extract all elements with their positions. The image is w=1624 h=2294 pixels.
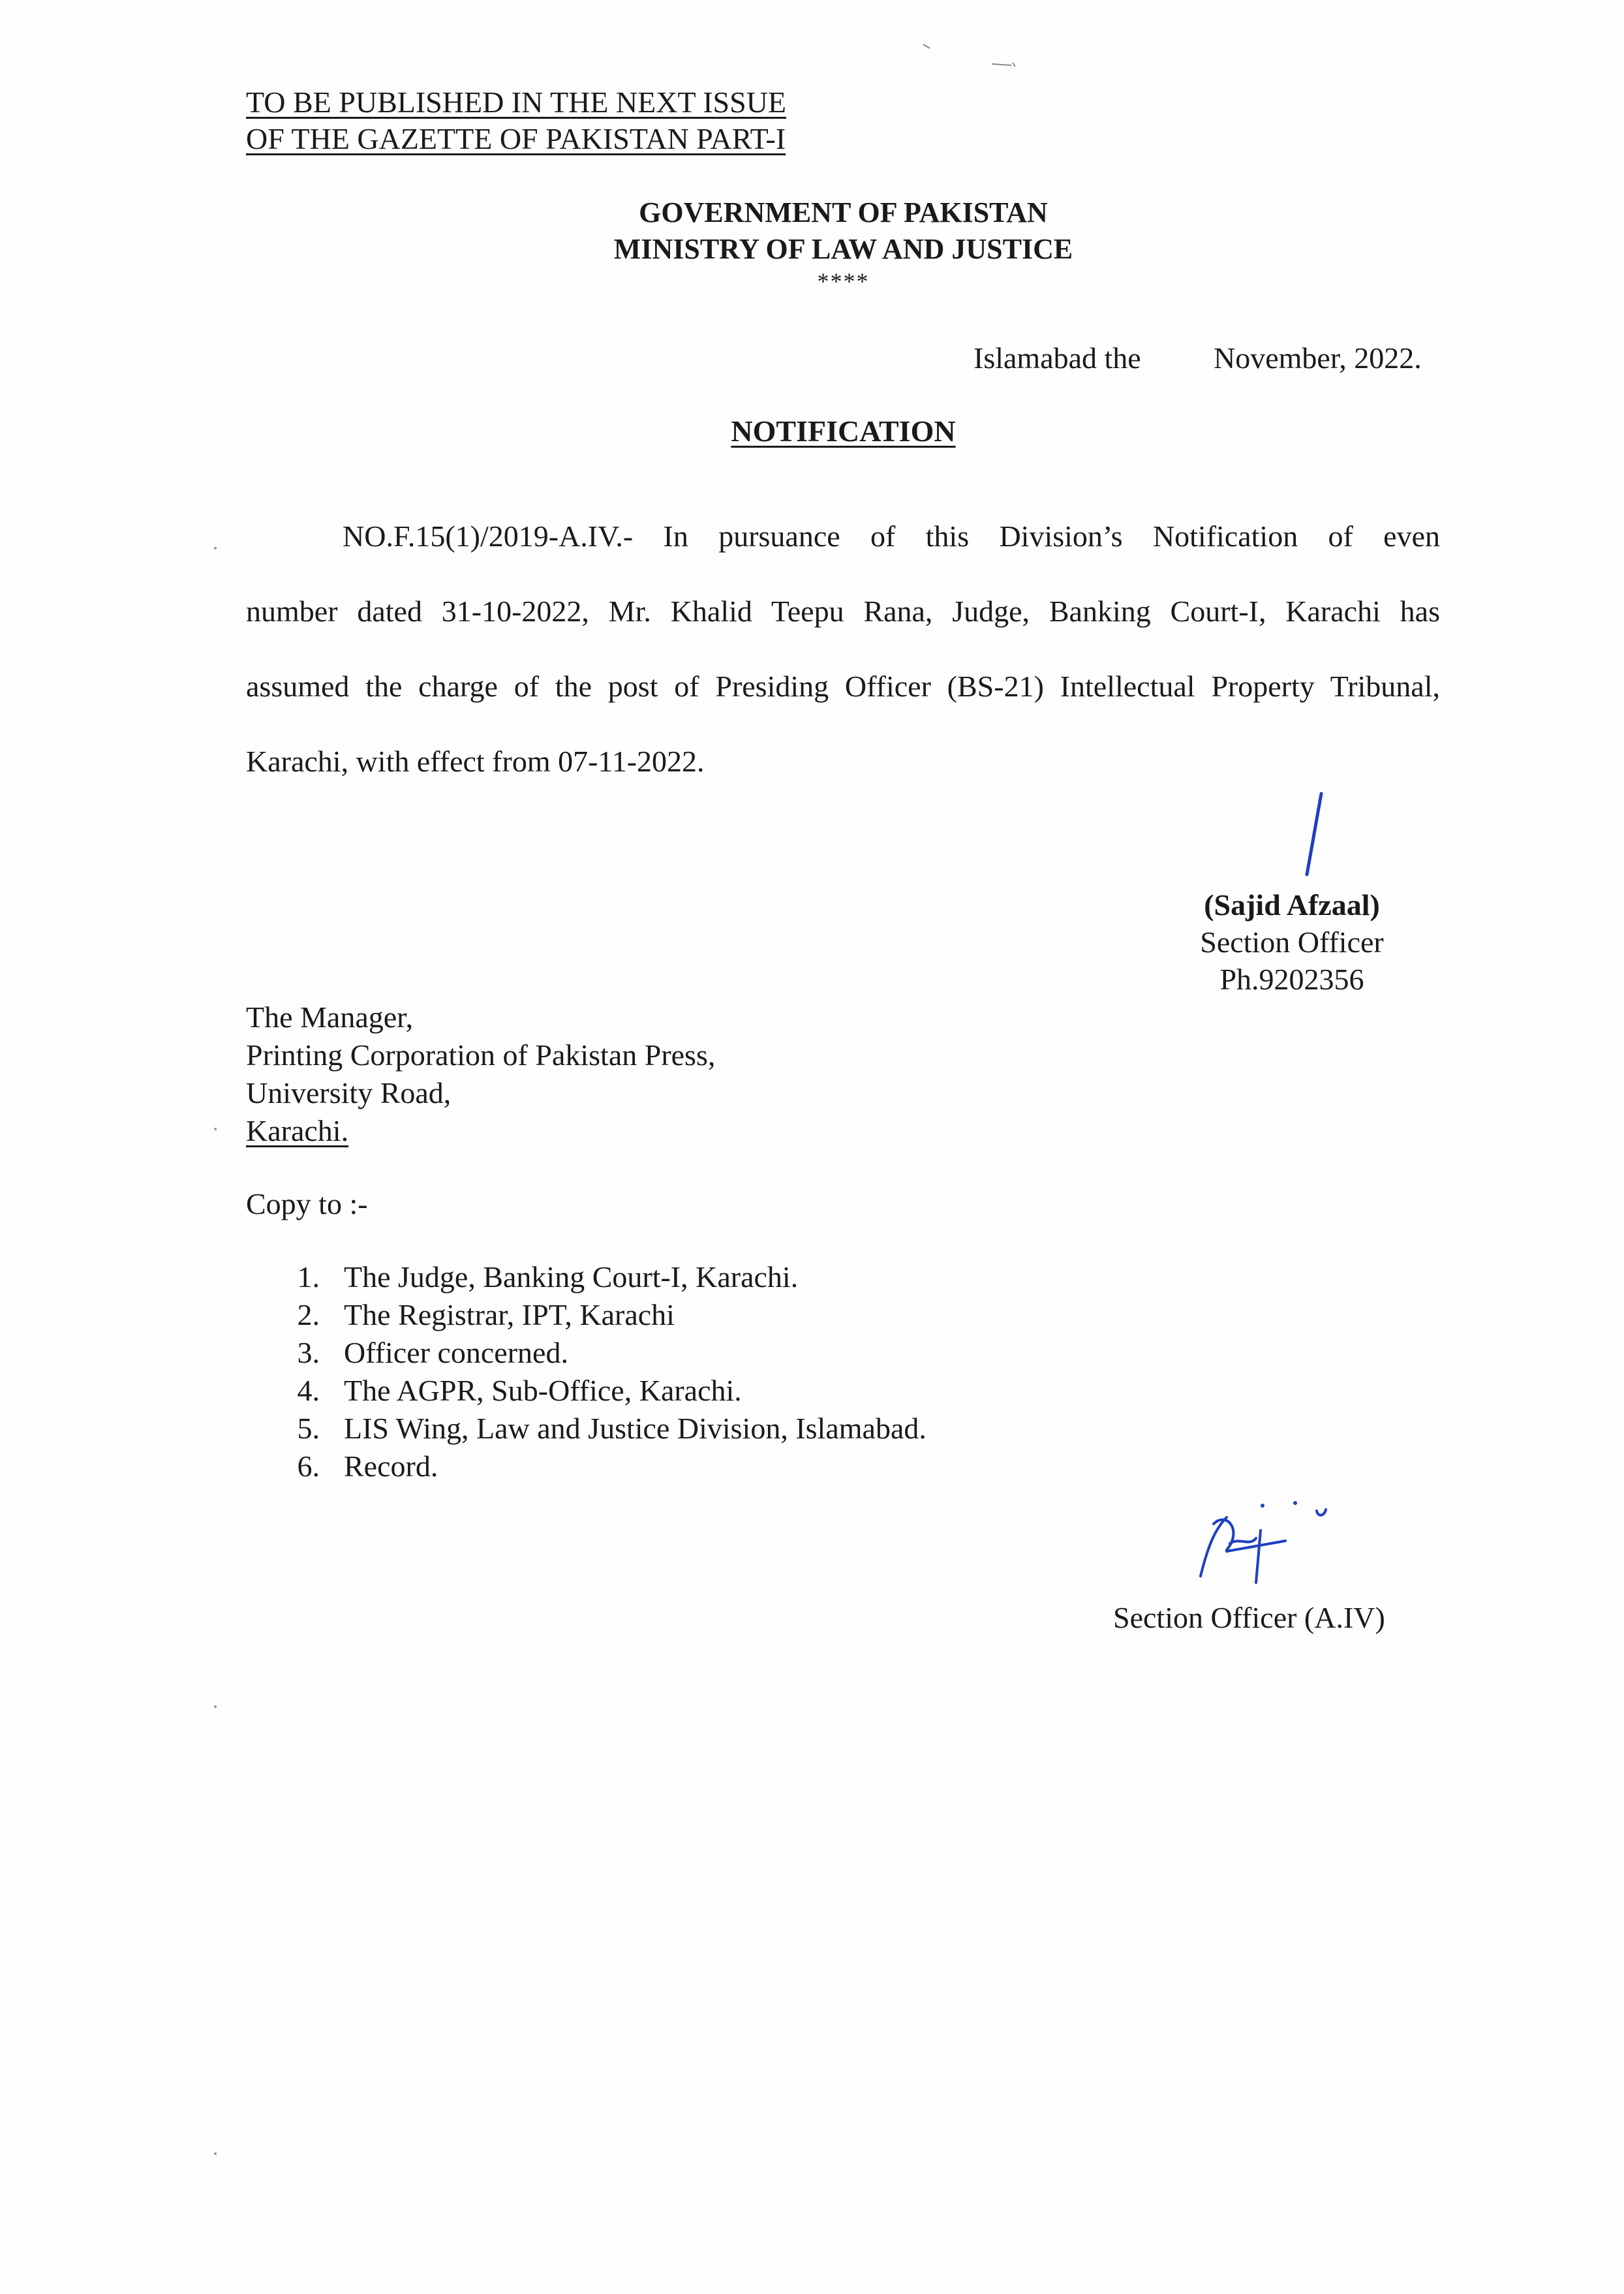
addressee-line-4: Karachi. — [246, 1114, 349, 1147]
copy-to-item-text: Officer concerned. — [344, 1336, 568, 1369]
body-line-3: assumed the charge of the post of Presiding Officer (BS-21) Intellectual Property Tribunal, — [246, 670, 1440, 703]
copy-to-label: Copy to :- — [246, 1187, 368, 1220]
gazette-note-line2: OF THE GAZETTE OF PAKISTAN PART-I — [246, 122, 786, 155]
copy-to-item-text: Record. — [344, 1449, 438, 1483]
copy-to-item — [0, 1449, 1305, 1487]
copy-to-item-number: 4. — [297, 1374, 320, 1407]
copy-to-item-number: 6. — [297, 1449, 320, 1483]
signatory-designation: Section Officer — [1200, 925, 1384, 959]
copy-to-item — [0, 1373, 1305, 1411]
signatory-name: (Sajid Afzaal) — [1204, 888, 1380, 922]
body-line-2: number dated 31-10-2022, Mr. Khalid Teepu Rana, Judge, Banking Court-I, Karachi has — [246, 595, 1440, 628]
copy-to-item-text: LIS Wing, Law and Justice Division, Islamabad. — [344, 1412, 927, 1445]
copy-to-item-number: 3. — [297, 1336, 320, 1369]
body-line-1: NO.F.15(1)/2019-A.IV.- In pursuance of this Division’s Notification of even — [343, 519, 1440, 553]
addressee-line-1: The Manager, — [246, 1000, 414, 1034]
signature-mark-upper — [1295, 790, 1334, 881]
notification-title: NOTIFICATION — [731, 414, 956, 448]
heading-separator: **** — [817, 268, 870, 294]
scan-marks — [913, 39, 1031, 72]
government-heading: GOVERNMENT OF PAKISTAN — [639, 196, 1048, 228]
copy-to-item-number: 5. — [297, 1412, 320, 1445]
addressee-line-2: Printing Corporation of Pakistan Press, — [246, 1038, 716, 1072]
copy-to-item — [0, 1411, 1305, 1449]
copy-to-item-text: The Judge, Banking Court-I, Karachi. — [344, 1260, 799, 1294]
date-value: November, 2022. — [1214, 341, 1422, 375]
copy-to-item-text: The AGPR, Sub-Office, Karachi. — [344, 1374, 742, 1407]
copy-to-item — [0, 1297, 1305, 1335]
date-place: Islamabad the — [973, 341, 1141, 375]
copy-to-item — [0, 1260, 1305, 1297]
scan-dots — [209, 535, 222, 2167]
body-line-4: Karachi, with effect from 07-11-2022. — [246, 745, 705, 778]
signature-handwritten — [1187, 1491, 1338, 1596]
gazette-note-line1: TO BE PUBLISHED IN THE NEXT ISSUE — [246, 85, 787, 119]
ministry-heading: MINISTRY OF LAW AND JUSTICE — [613, 233, 1073, 265]
addressee-line-3: University Road, — [246, 1076, 452, 1109]
footer-signatory-designation: Section Officer (A.IV) — [1113, 1601, 1385, 1634]
signatory-phone: Ph.9202356 — [1219, 963, 1364, 996]
copy-to-item — [0, 1335, 1305, 1373]
copy-to-item-number: 1. — [297, 1260, 320, 1294]
copy-to-item-number: 2. — [297, 1298, 320, 1331]
copy-to-item-text: The Registrar, IPT, Karachi — [344, 1298, 675, 1331]
